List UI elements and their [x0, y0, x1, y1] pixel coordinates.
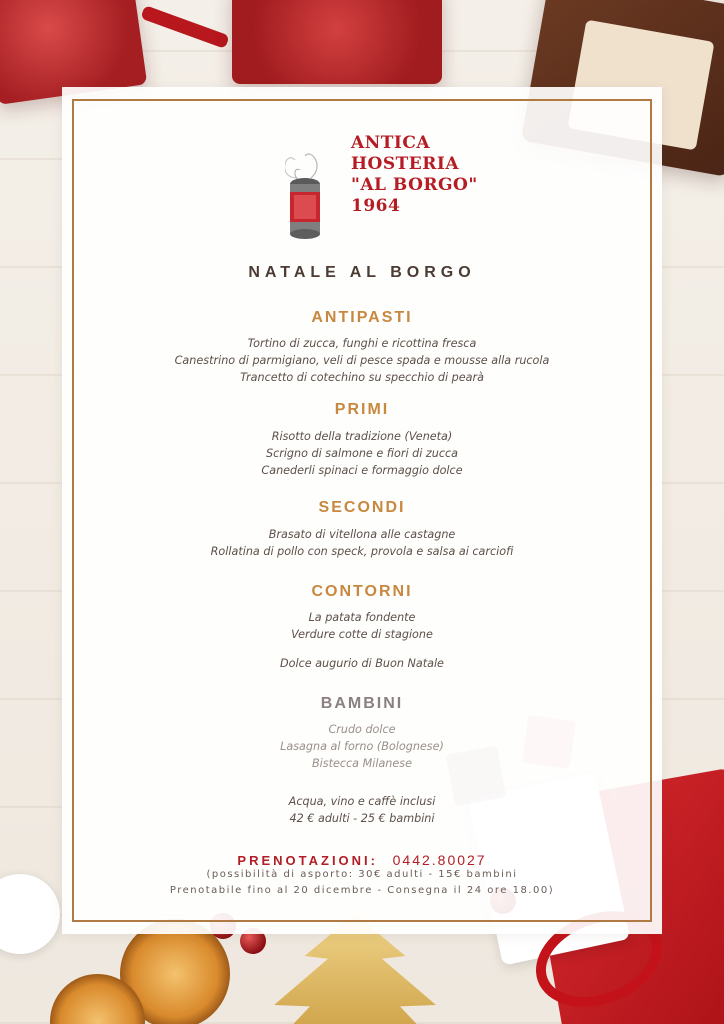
menu-item: Tortino di zucca, funghi e ricottina fresca	[247, 337, 477, 350]
menu-item: Bistecca Milanese	[311, 757, 412, 770]
menu-item: Scrigno di salmone e fiori di zucca	[265, 447, 459, 460]
menu-item: Canestrino di parmigiano, veli di pesce spada e mousse alla rucola	[174, 354, 550, 367]
menu-item: Brasato di vitellona alle castagne	[268, 528, 456, 541]
menu-item: Verdure cotte di stagione	[291, 628, 433, 641]
logo-line: HOSTERIA	[351, 154, 460, 174]
decorative-red-ribbon	[140, 5, 229, 49]
menu-item: Risotto della tradizione (Veneta)	[271, 430, 453, 443]
menu-item: Lasagna al forno (Bolognese)	[280, 740, 444, 753]
jar-icon	[285, 150, 325, 242]
menu-item: Rollatina di pollo con speck, provola e salsa ai carciofi	[210, 545, 514, 558]
section-title-primi: PRIMI	[334, 401, 390, 418]
menu-item: Canederli spinaci e formaggio dolce	[261, 464, 463, 477]
restaurant-name	[351, 133, 511, 217]
menu-item: La patata fondente	[308, 611, 416, 624]
price-note: 42 € adulti - 25 € bambini	[289, 812, 435, 825]
included-note: Acqua, vino e caffè inclusi	[288, 795, 436, 808]
section-title-antipasti: ANTIPASTI	[311, 309, 413, 326]
section-title-bambini: BAMBINI	[320, 695, 404, 712]
decorative-red-gift-top	[232, 0, 442, 84]
menu-card	[62, 87, 662, 934]
menu-content	[62, 87, 662, 934]
phone-number[interactable]: 0442.80027	[392, 852, 487, 868]
dessert-item: Dolce augurio di Buon Natale	[280, 657, 444, 670]
section-title-secondi: SECONDI	[318, 499, 406, 516]
section-title-contorni: CONTORNI	[311, 583, 413, 600]
logo-line: 1964	[351, 196, 401, 216]
booking-label: PRENOTAZIONI:	[237, 853, 378, 868]
restaurant-logo	[237, 105, 507, 230]
menu-item: Crudo dolce	[328, 723, 396, 736]
deadline-note: Prenotabile fino al 20 dicembre - Consegna il 24 ore 18.00)	[169, 885, 555, 896]
menu-item: Trancetto di cotechino su specchio di pearà	[240, 371, 484, 384]
logo-line: "AL BORGO"	[351, 175, 478, 195]
logo-line: ANTICA	[351, 133, 431, 153]
booking-row	[62, 852, 662, 868]
decorative-cotton-ball	[0, 874, 60, 954]
menu-title: NATALE AL BORGO	[248, 264, 476, 281]
takeaway-note: (possibilità di asporto: 30€ adulti - 15€ bambini	[206, 869, 518, 880]
